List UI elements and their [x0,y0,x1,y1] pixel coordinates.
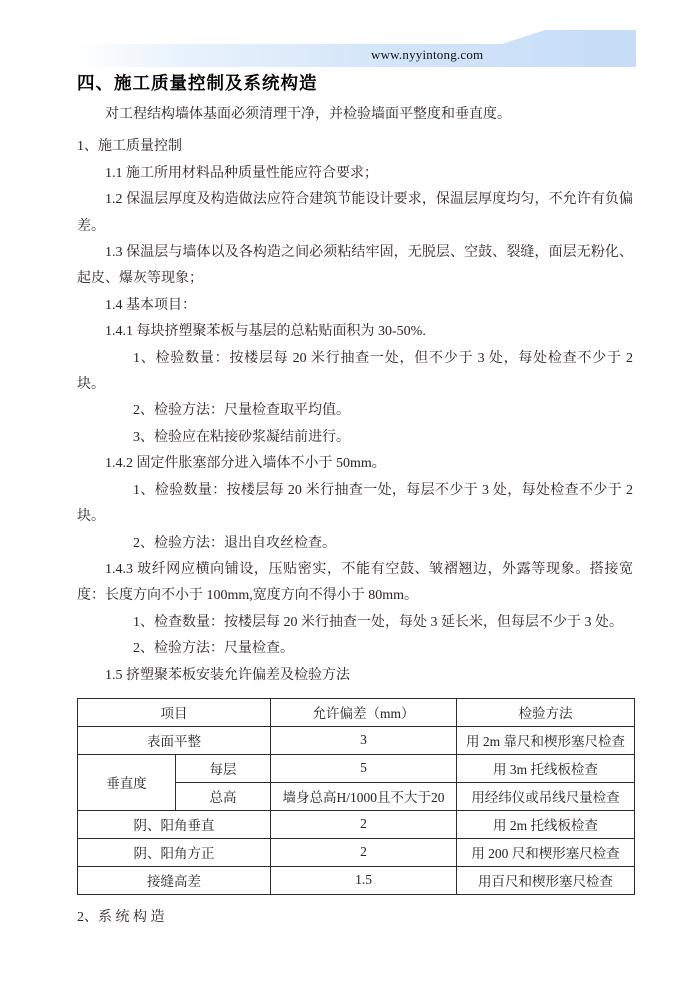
cell-method: 用 3m 托线板检查 [457,754,635,782]
list-item: 1、检验数量：按楼层每 20 米行抽查一处，每层不少于 3 处，每处检查不少于 2 块。 [77,482,633,525]
cell-item: 阴、阳角方正 [78,838,271,866]
table-header-row [78,698,635,726]
cell-subitem: 总高 [176,782,271,810]
header-cell-item: 项目 [78,698,271,726]
cell-method: 用 200 尺和楔形塞尺检查 [457,838,635,866]
page-title: 四、施工质量控制及系统构造 [77,73,318,93]
header-cell-method: 检验方法 [457,698,635,726]
cell-item: 表面平整 [78,726,271,754]
paragraph: 1.4.2 固定件胀塞部分进入墙体不小于 50mm。 [105,456,386,472]
cell-method: 用经纬仪或吊线尺量检查 [457,782,635,810]
header-cell-deviation: 允许偏差（mm） [271,698,457,726]
paragraph: 1.4.3 玻纤网应横向铺设，压贴密实，不能有空鼓、皱褶翘边，外露等现象。搭接宽度：长度方向不小于 100mm,宽度方向不得小于 80mm。 [77,561,633,604]
table-row [78,726,635,754]
paragraph: 对工程结构墙体基面必须清理干净，并检验墙面平整度和垂直度。 [105,107,511,122]
table-row [78,838,635,866]
document-content [77,70,633,931]
table-caption: 1.5 挤塑聚苯板安装允许偏差及检验方法 [105,667,350,683]
list-item: 2、检验方法：尺量检查取平均值。 [133,403,350,419]
paragraph: 1.4.1 每块挤塑聚苯板与基层的总粘贴面积为 30-50%. [105,324,426,340]
cell-method: 用 2m 靠尺和楔形塞尺检查 [457,726,635,754]
cell-deviation: 墙身总高H/1000且不大于20 [271,782,457,810]
paragraph: 1.4 基本项目： [105,297,196,313]
list-item: 1、检验数量：按楼层每 20 米行抽查一处，但不少于 3 处，每处检查不少于 2 块。 [77,350,633,393]
paragraph: 1.3 保温层与墙体以及各构造之间必须粘结牢固，无脱层、空鼓、裂缝，面层无粉化、起皮、爆灰等现象； [77,245,633,287]
section-heading: 1、施工质量控制 [77,139,182,155]
list-item: 2、检验方法：尺量检查。 [133,641,294,657]
header-band [0,0,700,80]
cell-item: 阴、阳角垂直 [78,810,271,838]
table-row [78,810,635,838]
section-heading: 2、系 统 构 造 [77,909,165,925]
table-row [78,866,635,894]
cell-item: 垂直度 [78,754,176,810]
header-website-url: www.nyyintong.com [371,47,484,62]
cell-item: 接缝高差 [78,866,271,894]
header-ribbon-shape [75,30,636,67]
paragraph: 1.1 施工所用材料品种质量性能应符合要求； [105,165,378,181]
cell-subitem: 每层 [176,754,271,782]
paragraph: 1.2 保温层厚度及构造做法应符合建筑节能设计要求，保温层厚度均匀，不允许有负偏差。 [77,192,633,234]
table-row [78,754,635,782]
list-item: 3、检验应在粘接砂浆凝结前进行。 [133,429,350,445]
deviation-table [77,698,635,895]
cell-deviation: 2 [271,810,457,838]
cell-deviation: 1.5 [271,866,457,894]
list-item: 2、检验方法：退出自攻丝检查。 [133,535,336,551]
list-item: 1、检查数量：按楼层每 20 米行抽查一处，每处 3 延长米，但每层不少于 3 处。 [133,614,623,630]
cell-method: 用百尺和楔形塞尺检查 [457,866,635,894]
cell-deviation: 5 [271,754,457,782]
cell-method: 用 2m 托线板检查 [457,810,635,838]
cell-deviation: 2 [271,838,457,866]
cell-deviation: 3 [271,726,457,754]
